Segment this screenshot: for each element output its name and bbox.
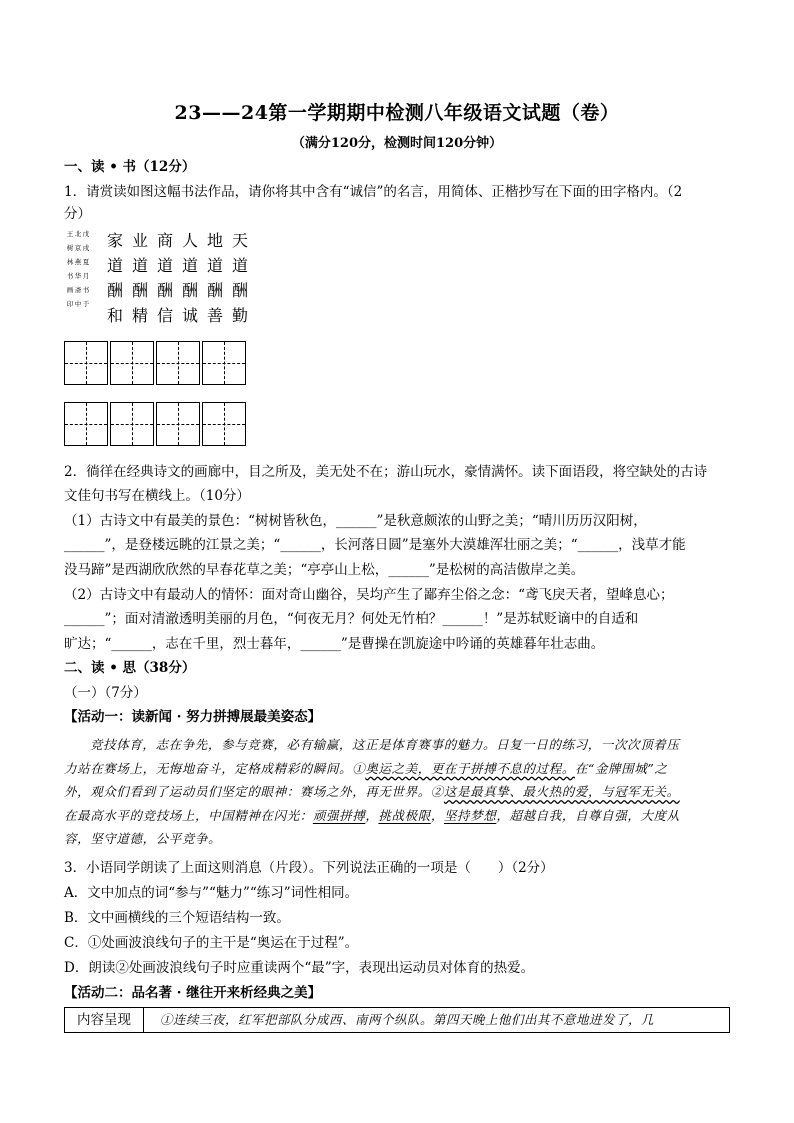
news-line (64, 780, 734, 804)
q2-part2-line3 (64, 634, 734, 654)
text: 力站在赛场上，无悔地奋斗，定格成精彩的瞬间。① (64, 760, 366, 776)
calligraphy-char: 道 (206, 256, 224, 275)
inscription-char: 书 (66, 272, 74, 280)
page-subtitle: （满分120分，检测时间120分钟） (291, 136, 503, 151)
text: ， (430, 807, 444, 823)
news-line (64, 757, 734, 781)
inscription-char: 京 (74, 244, 82, 252)
table-label: 内容呈现 (65, 1008, 144, 1032)
news-line: 竞技体育，志在争先，参与竞赛，必有输赢，这正是体育赛事的魅力。日复一日的练习，一次次顶着压 (90, 737, 680, 752)
calligraphy-char: 精 (131, 306, 149, 325)
inscription-char: 北 (74, 230, 82, 238)
text: （1）古诗文中有最美的景色：“树树皆秋色， (64, 513, 336, 529)
calligraphy-char: 酬 (181, 281, 199, 300)
calligraphy-char: 道 (131, 256, 149, 275)
calligraphy-char: 商 (156, 231, 174, 250)
q2-part2-line2 (64, 609, 734, 629)
q3-stem: 3．小语同学朗读了上面这则消息（片段）。下列说法正确的一项是（ ）（2分） (64, 860, 554, 876)
q2-part2-line1: （2）古诗文中有最动人的情怀：面对奇山幽谷，吴均产生了鄙弃尘俗之念：“鸢飞戾天者，望峰息心； (64, 587, 674, 603)
news-line (64, 804, 734, 828)
calligraphy-char: 酬 (156, 281, 174, 300)
q3-option-c[interactable]: C．①处画波浪线句子的主干是“奥运在于过程”。 (64, 935, 359, 951)
q1-stem-line1: 1．请赏读如图这幅书法作品，请你将其中含有“诚信”的名言，用简体、正楷抄写在下面的田字格内。（2 (64, 184, 683, 200)
blank[interactable]: ______ (577, 537, 619, 553)
text: ，浅草才能 (618, 537, 686, 553)
section2-heading: 二、读 • 思（38分） (64, 660, 196, 676)
page-title: 23——24第一学期期中检测八年级语文试题（卷） (174, 102, 620, 124)
text: ，长河落日圆”是塞外大漠雄浑壮丽之美；“ (320, 537, 578, 553)
calligraphy-char: 酬 (106, 281, 124, 300)
calligraphy-char: 道 (106, 256, 124, 275)
inscription-char: 画 (66, 286, 74, 294)
calligraphy-char: 道 (181, 256, 199, 275)
q3-option-b[interactable]: B．文中画横线的三个短语结构一致。 (64, 910, 290, 926)
blank[interactable]: ______ (64, 611, 105, 627)
q2-part1-line3 (64, 560, 734, 580)
grid-cell[interactable] (110, 402, 154, 446)
text: ”是秋意颇浓的山野之美；“晴川历历汉阳树， (376, 513, 647, 529)
inscription-char: 燕 (74, 258, 82, 266)
text: ，志在千里，烈士暮年， (151, 636, 301, 652)
news-passage (64, 733, 734, 851)
blank[interactable]: ______ (64, 537, 105, 553)
calligraphy-artwork (64, 226, 250, 326)
grid-cell[interactable] (64, 402, 108, 446)
inscription-char: 树 (66, 244, 74, 252)
grid-cell[interactable] (202, 341, 246, 385)
inscription-char: 月 (82, 272, 90, 280)
calligraphy-char: 信 (156, 306, 174, 325)
inscription-char: 王 (66, 230, 74, 238)
inscription-char: 华 (74, 272, 82, 280)
q2-stem-line2: 文佳句书写在横线上。（10分） (64, 488, 250, 504)
grid-cell[interactable] (202, 402, 246, 446)
grid-cell[interactable] (110, 341, 154, 385)
activity1-heading: 【活动一：读新闻 · 努力拼搏展最美姿态】 (64, 709, 322, 725)
wavy-sentence-1: 奥运之美，更在于拼搏不息的过程。 (365, 760, 575, 776)
inscription-char: 于 (82, 300, 90, 308)
inscription-char: 戌 (82, 244, 90, 252)
activity2-heading: 【活动二：品名著 · 继往开来析经典之美】 (64, 985, 322, 1001)
text: ！”是苏轼贬谪中的自适和 (482, 611, 639, 627)
writing-grid-row-1[interactable] (64, 341, 248, 385)
calligraphy-char: 酬 (131, 281, 149, 300)
calligraphy-char: 家 (106, 231, 124, 250)
section2-sub: （一）（7分） (64, 685, 147, 701)
calligraphy-char: 地 (206, 231, 224, 250)
grid-cell[interactable] (156, 341, 200, 385)
text: 在“金牌围城”之 (574, 760, 668, 776)
blank[interactable]: ______ (280, 537, 321, 553)
q3-option-d[interactable]: D．朗读②处画波浪线句子时应重读两个“最”字，表现出运动员对体育的热爱。 (64, 960, 535, 976)
q2-stem-line1: 2．徜徉在经典诗文的画廊中，目之所及，美无处不在；游山玩水，豪情满怀。读下面语段，将空缺处的古诗 (64, 464, 708, 480)
inscription-char: 戊 (82, 230, 90, 238)
section1-heading: 一、读 • 书（12分） (64, 159, 196, 175)
calligraphy-char: 酬 (231, 281, 249, 300)
calligraphy-char: 道 (231, 256, 249, 275)
inscription-char: 书 (82, 286, 90, 294)
text: ”是松树的高洁傲岸之美。 (428, 562, 585, 578)
grid-cell[interactable] (64, 341, 108, 385)
blank[interactable]: ______ (388, 562, 429, 578)
q1-stem-line2: 分） (64, 206, 91, 222)
text: ，超越自我，自尊自强，大度从 (496, 807, 680, 823)
calligraphy-char: 善 (206, 306, 224, 325)
underlined-phrase: 坚持梦想 (443, 807, 497, 823)
inscription-char: 夏 (82, 258, 90, 266)
calligraphy-char: 业 (131, 231, 149, 250)
inscription-char: 斋 (74, 286, 82, 294)
blank[interactable]: ______ (442, 611, 483, 627)
inscription-char: 中 (74, 300, 82, 308)
text: 旷达；“ (64, 636, 112, 652)
blank[interactable]: ______ (336, 513, 377, 529)
text: 外，观众们看到了运动员们坚定的眼神：赛场之外，再无世界。② (64, 784, 444, 799)
inscription-char: 林 (66, 258, 74, 266)
news-line: 容，坚守道德，公平竞争。 (64, 831, 222, 846)
underlined-phrase: 顽强拼搏 (312, 807, 366, 823)
q2-part1-line2 (64, 535, 734, 555)
calligraphy-char: 道 (156, 256, 174, 275)
inscription-char: 印 (66, 300, 74, 308)
calligraphy-char: 酬 (206, 281, 224, 300)
table-content: ①连续三夜，红军把部队分成西、南两个纵队。第四天晚上他们出其不意地进发了，几 (160, 1012, 655, 1027)
q2-part1-line1 (64, 511, 734, 531)
grid-cell[interactable] (156, 402, 200, 446)
calligraphy-char: 和 (106, 306, 124, 325)
wavy-sentence-2: 这是最真挚、最火热的爱，与冠军无关。 (443, 784, 680, 799)
writing-grid-row-2[interactable] (64, 402, 248, 446)
calligraphy-char: 天 (231, 231, 249, 250)
text: ”；面对清澈透明美丽的月色，“何夜无月？何处无竹柏？ (104, 611, 443, 627)
blank[interactable]: ______ (111, 636, 152, 652)
text: 在最高水平的竞技场上，中国精神在闪光： (64, 807, 313, 823)
calligraphy-char: 勤 (231, 306, 249, 325)
calligraphy-char: 人 (181, 231, 199, 250)
content-table (64, 1007, 730, 1033)
q3-option-a[interactable]: A．文中加点的词“参与”“魅力”“练习”词性相同。 (64, 885, 359, 901)
text: ”，是登楼远眺的江景之美；“ (104, 537, 281, 553)
text: ”是曹操在凯旋途中吟诵的英雄暮年壮志曲。 (340, 636, 605, 652)
underlined-phrase: 挑战极限 (378, 807, 431, 823)
calligraphy-char: 诚 (181, 306, 199, 325)
text: ， (365, 807, 379, 823)
blank[interactable]: ______ (300, 636, 341, 652)
text: 没马蹄”是西湖欣欣然的早春花草之美；“亭亭山上松， (64, 562, 389, 578)
